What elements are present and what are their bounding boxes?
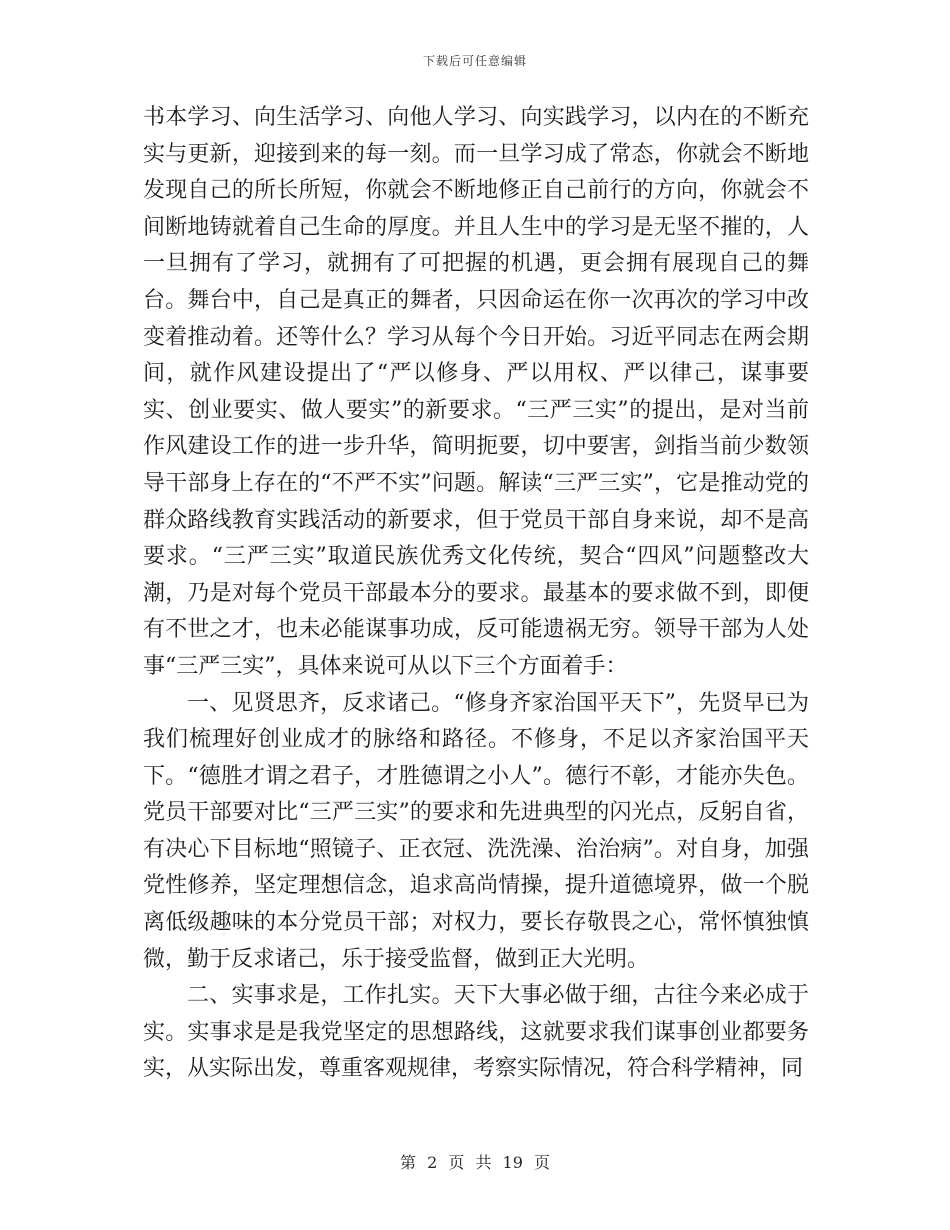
paragraph-1: 书本学习、向生活学习、向他人学习、向实践学习，以内在的不断充实与更新，迎接到来的每一刻。而一旦学习成了常态，你就会不断地发现自己的所长所短，你就会不断地修正自己前行的方向，你就会不间断地铸就着自己生命的厚度。并且人生中的学习是无坚不摧的，人一旦拥有了学习，就拥有了可把握的机遇，更会拥有展现自己的舞台。舞台中，自己是真正的舞者，只因命运在你一次再次的学习中改变着推动着。还等什么？学习从每个今日开始。习近平同志在两会期间，就作风建设提出了“严以修身、严以用权、严以律己，谋事要实、创业要实、做人要实”的新要求。“三严三实”的提出，是对当前作风建设工作的进一步升华，简明扼要，切中要害，剑指当前少数领导干部身上存在的“不严不实”问题。解读“三严三实”，它是推动党的群众路线教育实践活动的新要求，但于党员干部自身来说，却不是高要求。“三严三实”取道民族优秀文化传统，契合“四风”问题整改大潮，乃是对每个党员干部最本分的要求。最基本的要求做不到，即便有不世之才，也未必能谋事功成，反可能遗祸无穷。领导干部为人处事“三严三实”，具体来说可从以下三个方面着手： (143, 105, 809, 679)
page-header: 下载后可任意编辑 (422, 54, 527, 68)
page-number-footer: 第 2 页 共 19 页 (400, 1153, 550, 1172)
body-text (143, 100, 809, 1088)
paragraph-2: 一、见贤思齐，反求诸己。“修身齐家治国平天下”，先贤早已为我们梳理好创业成才的脉络和路径。不修身，不足以齐家治国平天下。“德胜才谓之君子，才胜德谓之小人”。德行不彰，才能亦失色。党员干部要对比“三严三实”的要求和先进典型的闪光点，反躬自省，有决心下目标地“照镜子、正衣冠、洗洗澡、治治病”。对自身，加强党性修养，坚定理想信念，追求高尚情操，提升道德境界，做一个脱离低级趣味的本分党员干部；对权力，要长存敬畏之心，常怀慎独慎微，勤于反求诸己，乐于接受监督，做到正大光明。 (143, 690, 809, 972)
paragraph-3: 二、实事求是，工作扎实。天下大事必做于细，古往今来必成于实。实事求是是我党坚定的思想路线，这就要求我们谋事创业都要务实，从实际出发，尊重客观规律，考察实际情况，符合科学精神，同 (143, 983, 809, 1082)
